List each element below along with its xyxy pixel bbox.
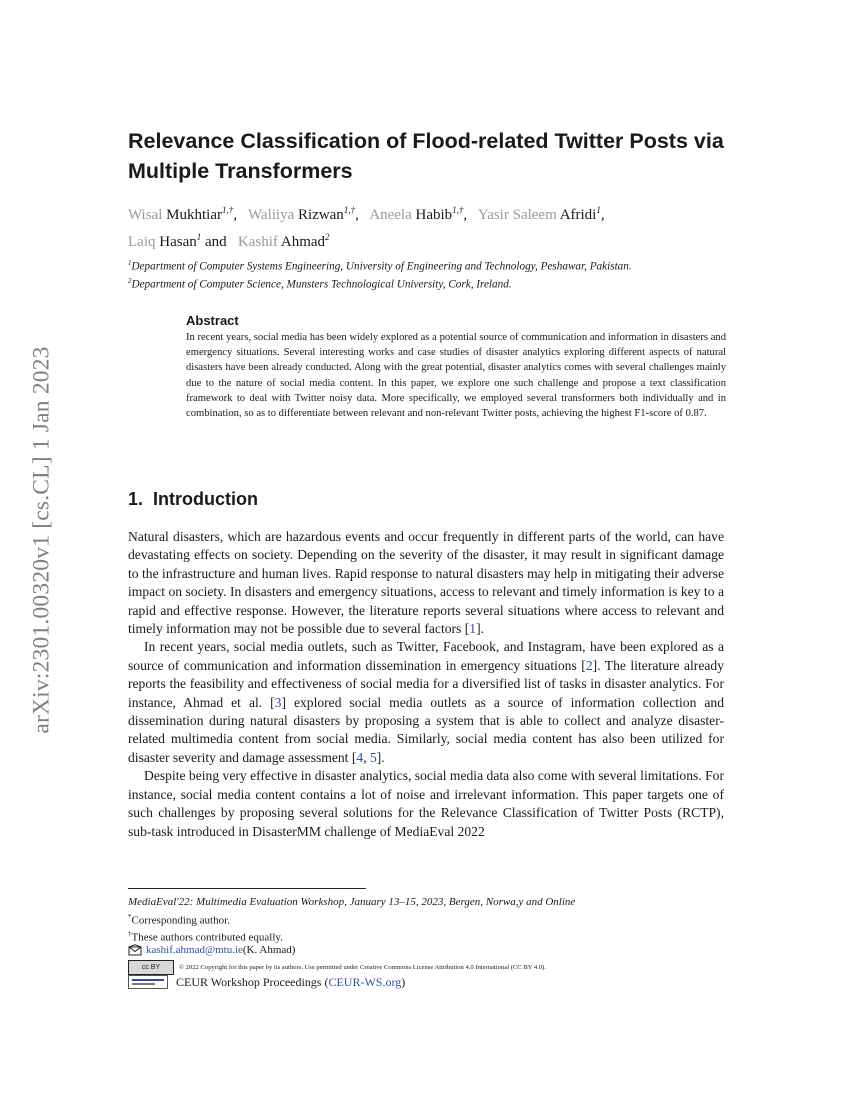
author-mark: 1,† — [343, 205, 356, 215]
author-2 — [248, 207, 366, 223]
author-3 — [369, 207, 474, 223]
author-mark: 1,† — [452, 205, 464, 215]
author-separator: , — [233, 207, 245, 223]
arxiv-id: arXiv:2301.00320v1 [cs.CL] 1 Jan 2023 — [28, 346, 55, 734]
author-separator: , — [355, 207, 367, 223]
text-run: Despite being very effective in disaster analytics, social media data also come with several limitations. For instance, social media content contains a lot of noise and irrelevant information. This paper targets one of such challenges by proposing several solutions for the Relevance Classification of Twitter Posts (RCTP), sub-task introduced in DisasterMM challenge of MediaEval 2022 — [128, 768, 724, 839]
author-separator: , — [600, 207, 605, 223]
corresponding-note — [128, 910, 230, 928]
author-list — [128, 199, 768, 253]
copyright-text: © 2022 Copyright for this paper by its authors. Use permitted under Creative Commons License Attribution 4.0 International (CC BY 4.0). — [179, 963, 546, 971]
paper-title: Relevance Classification of Flood-related Twitter Posts via Multiple Transformers — [128, 129, 724, 183]
text-run: Natural disasters, which are hazardous events and occur frequently in different parts of the world, can have devastating effects on society. Depending on the severity of the disaster, it may result in significant damage to the infrastructure and human lives. Rapid response to natural disasters may help in mitigating their adverse impact on society. In disasters and emergency situations, access to relevant and timely information is key to a rapid and effective response. However, the literature reports several situations where access to relevant and timely information may not be possible due to several factors [ — [128, 529, 724, 637]
affiliation-mark: 1 — [128, 259, 132, 267]
author-5 — [128, 234, 234, 250]
author-6 — [238, 234, 330, 250]
citation-link[interactable]: 1 — [469, 621, 477, 637]
abstract-text: In recent years, social media has been widely explored as a potential source of communication and information in disasters and emergency situations. Several interesting works and case studies of disaster analytics exploring different aspects of natural disasters have been already conducted. Along with the great potential, disaster analytics comes with several challenges mainly due to the nature of social media content. In this paper, we explore one such challenge and propose a text classification framework to deal with Twitter noisy data. More specifically, we employed several transformers both individually and in combination, so as to differentiate between relevant and non-relevant Twitter posts, achieving the highest F1-score of 0.87. — [186, 332, 726, 420]
paragraph-2 — [128, 638, 724, 767]
citation-link[interactable]: 2 — [585, 657, 593, 673]
author-1 — [128, 207, 244, 223]
citation-link[interactable]: 5 — [369, 749, 377, 765]
paragraph-3 — [128, 767, 724, 841]
footnote-rule — [128, 888, 366, 889]
author-last-name: Ahmad — [280, 234, 326, 250]
affiliation-2 — [128, 274, 788, 292]
author-last-name: Hasan — [159, 234, 197, 250]
author-last-name: Habib — [415, 207, 453, 223]
author-first-name: Wisal — [128, 207, 163, 223]
footnote-text: Corresponding author. — [131, 914, 230, 927]
author-first-name: Laiq — [128, 234, 156, 250]
ceur-text-end: ) — [401, 975, 406, 989]
affiliation-text: Department of Computer Science, Munsters Technological University, Cork, Ireland. — [131, 278, 512, 291]
footnote-text: These authors contributed equally. — [131, 931, 283, 944]
citation-link[interactable]: 3 — [274, 694, 282, 710]
text-run: , — [363, 749, 370, 765]
email-note — [128, 943, 295, 957]
text-run: ]. The literature already reports the feasibility and effectiveness of social media for a diversified list of tasks in disaster analytics. For instance, Ahmad et al. [ — [128, 657, 724, 710]
author-4 — [478, 207, 605, 223]
ceur-text: CEUR Workshop Proceedings ( — [176, 975, 329, 989]
affiliation-mark: 2 — [128, 277, 132, 285]
abstract-heading: Abstract — [186, 313, 239, 328]
affiliation-text: Department of Computer Systems Engineering, University of Engineering and Technology, Peshawar, Pakistan. — [131, 260, 632, 273]
text-run: In recent years, social media outlets, such as Twitter, Facebook, and Instagram, have been explored as a source of communication and information dissemination in emergency situations [ — [128, 639, 724, 673]
author-mark: 1 — [196, 232, 202, 242]
author-last-name: Afridi — [559, 207, 597, 223]
text-run: ]. — [476, 621, 484, 637]
ceur-logo-icon — [128, 975, 168, 989]
ceur-note — [128, 975, 405, 989]
section-number: 1. — [128, 489, 144, 509]
introduction-body — [128, 528, 724, 841]
author-last-name: Mukhtiar — [166, 207, 222, 223]
ceur-link[interactable]: CEUR-WS.org — [328, 975, 402, 989]
footnote-mark: † — [128, 930, 132, 938]
author-mark: 2 — [325, 232, 330, 242]
author-mark: 1 — [596, 205, 601, 215]
abstract — [186, 313, 726, 421]
email-owner: (K. Ahmad) — [242, 944, 296, 956]
section-title: Introduction — [153, 489, 259, 509]
text-run: ] explored social media outlets as a source of information collection and dissemination during natural disasters by proposing a system that is able to collect and analyze disaster-related multimedia content from social media. Similarly, social media content has also been utilized for disaster severity and damage assessment [ — [128, 694, 724, 765]
footnote-mark: * — [128, 913, 132, 921]
citation-link[interactable]: 4 — [356, 749, 364, 765]
text-run: ]. — [376, 749, 385, 765]
copyright-note — [128, 960, 546, 975]
author-separator: and — [201, 234, 235, 250]
arxiv-stamp — [20, 305, 64, 775]
author-first-name: Kashif — [237, 234, 278, 250]
author-mark: 1,† — [221, 205, 234, 215]
author-last-name: Rizwan — [297, 207, 344, 223]
envelope-icon — [128, 944, 142, 956]
author-first-name: Aneela — [369, 207, 412, 223]
venue-note: MediaEval'22: Multimedia Evaluation Workshop, January 13–15, 2023, Bergen, Norwa,y and Online — [128, 896, 576, 908]
email-link[interactable]: kashif.ahmad@mtu.ie — [146, 944, 243, 956]
author-first-name: Yasir Saleem — [477, 207, 557, 223]
affiliation-1 — [128, 256, 788, 274]
author-first-name: Waliiya — [247, 207, 295, 223]
author-separator: , — [463, 207, 475, 223]
paragraph-1 — [128, 528, 724, 638]
section-heading — [128, 489, 258, 510]
cc-license-badge: cc BY — [128, 960, 174, 975]
equal-contribution-note — [128, 927, 283, 945]
